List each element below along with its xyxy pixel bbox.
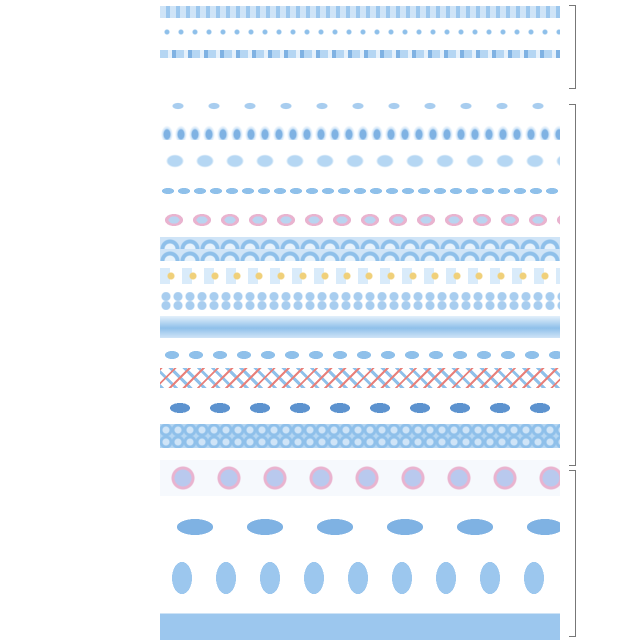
size-bracket-3cm <box>569 470 576 637</box>
tape-strip-clouds <box>160 150 560 172</box>
tape-strip-red-waves <box>160 368 560 388</box>
tape-strip-whales-boats <box>160 396 560 416</box>
tape-strip-bubbles <box>160 424 560 448</box>
tape-strip-foam <box>160 292 560 310</box>
tape-strip-waves <box>160 237 560 261</box>
tape-strip-crystals <box>160 210 560 230</box>
tape-strip-planets <box>160 460 560 496</box>
tape-strip-drops <box>160 124 560 140</box>
tape-strip-words <box>160 96 560 116</box>
size-bracket-1-5cm <box>569 104 576 466</box>
tape-strip-deer-fantasy <box>160 558 560 598</box>
tape-strip-fish <box>160 345 560 365</box>
size-bracket-1cm <box>569 5 576 89</box>
tape-strip-whales-jellyfish <box>160 507 560 547</box>
tape-strip-water <box>160 316 560 338</box>
tape-strip-shells <box>160 268 560 284</box>
tape-strip-pearls <box>160 27 560 37</box>
tape-strip-houses <box>160 602 560 640</box>
tape-strip-seaweed <box>160 50 560 58</box>
tape-strip-leaves <box>160 181 560 201</box>
tape-strip-stars <box>160 6 560 18</box>
